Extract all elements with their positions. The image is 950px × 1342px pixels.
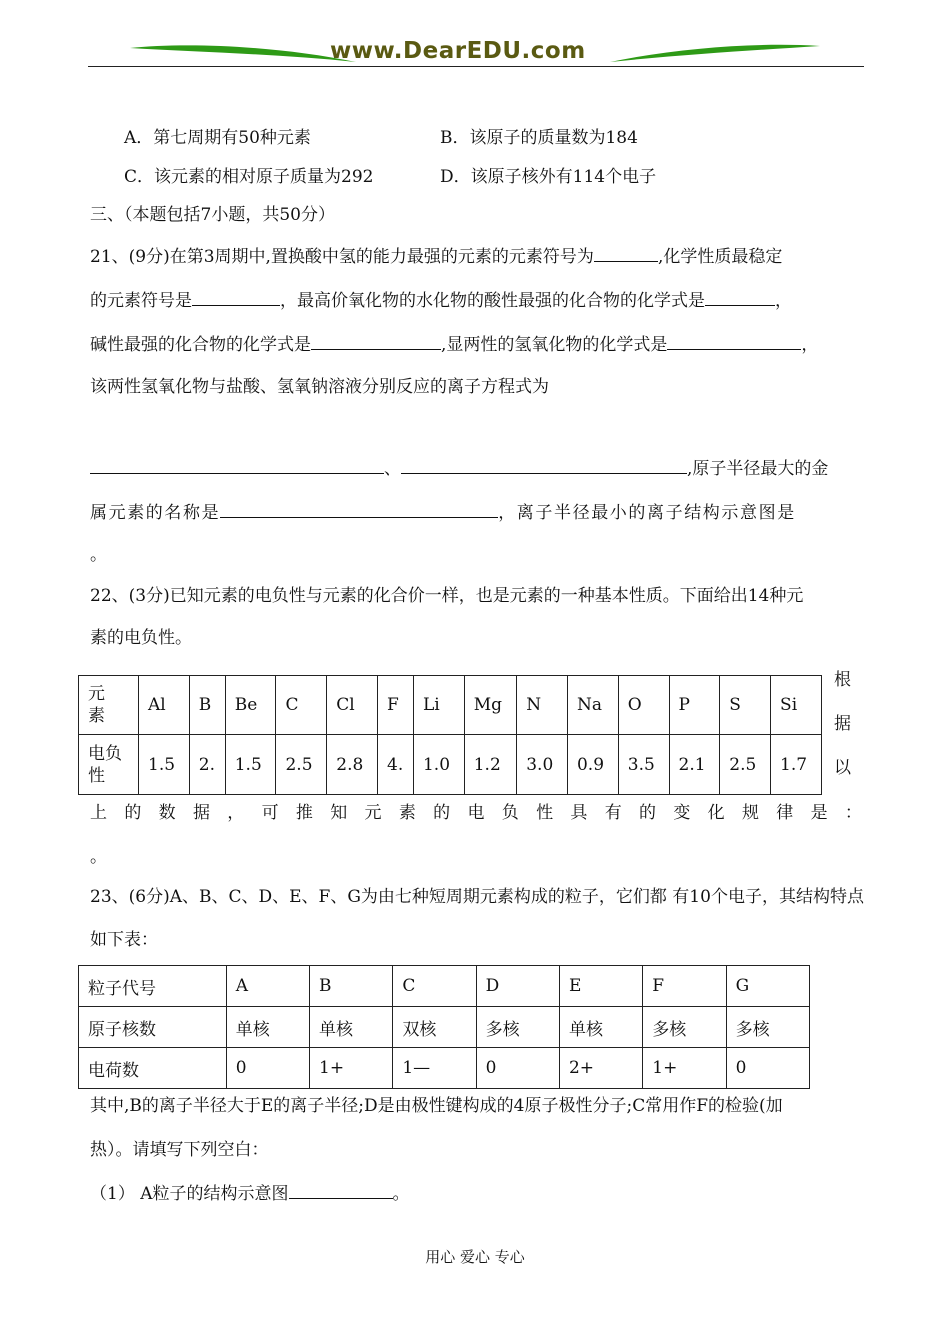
- answer-blank[interactable]: [220, 499, 498, 518]
- q21-text: ，: [801, 335, 819, 355]
- q21-text: 的元素符号是: [90, 291, 192, 311]
- q23-sub-1: [90, 1180, 410, 1206]
- electronegativity-cell: 3.0: [517, 735, 568, 795]
- electronegativity-cell: 1.5: [225, 735, 276, 795]
- q21-text: ,原子半径最大的金: [687, 459, 829, 479]
- element-cell: N: [517, 676, 568, 735]
- q21-text: ，最高价氧化物的水化物的酸性最强的化合物的化学式是: [280, 291, 705, 311]
- spaced-char: 有: [604, 803, 622, 823]
- element-cell: Be: [225, 676, 276, 735]
- electronegativity-cell: 2.: [189, 735, 225, 795]
- spaced-char: 律: [776, 803, 794, 823]
- element-cell: C: [276, 676, 327, 735]
- electronegativity-cell: 2.5: [720, 735, 771, 795]
- q21-line-6: [90, 499, 796, 525]
- q23-text: 。: [392, 1184, 410, 1204]
- element-cell: F: [378, 676, 414, 735]
- spaced-char: 的: [433, 803, 451, 823]
- electronegativity-cell: 4.: [378, 735, 414, 795]
- answer-blank[interactable]: [192, 287, 280, 306]
- answer-blank[interactable]: [667, 331, 801, 350]
- element-row: [79, 676, 822, 735]
- element-cell: B: [189, 676, 225, 735]
- answer-blank[interactable]: [311, 331, 441, 350]
- spaced-char: 规: [741, 803, 759, 823]
- spaced-char: 可: [261, 803, 279, 823]
- q21-line-4: 该两性氢氧化物与盐酸、氢氧钠溶液分别反应的离子方程式为: [90, 377, 549, 397]
- answer-blank[interactable]: [705, 287, 775, 306]
- q22-line-2: 素的电负性。: [90, 628, 192, 648]
- element-cell: O: [618, 676, 669, 735]
- q22-after-line: [90, 801, 862, 825]
- charge-row: [79, 1048, 810, 1089]
- spaced-char: 数: [158, 803, 176, 823]
- q21-text: ，: [775, 291, 792, 311]
- row-label: 元 素: [79, 676, 139, 735]
- particle-cell: 多核: [476, 1007, 559, 1048]
- option-c: C．该元素的相对原子质量为292: [124, 167, 374, 187]
- side-char: 根: [834, 670, 851, 690]
- q21-text: ,显两性的氢氧化物的化学式是: [441, 335, 668, 355]
- section-heading: 三、（本题包括7小题，共50分）: [90, 205, 335, 225]
- spaced-char: 变: [673, 803, 691, 823]
- spaced-char: 推: [295, 803, 313, 823]
- particle-cell: D: [476, 966, 559, 1007]
- electronegativity-cell: 3.5: [618, 735, 669, 795]
- swoosh-left-icon: [128, 40, 358, 66]
- site-logo-text: www.DearEDU.com: [330, 38, 586, 64]
- row-label: 电负 性: [79, 735, 139, 795]
- row-label: 粒子代号: [79, 966, 227, 1007]
- particle-cell: F: [643, 966, 726, 1007]
- q21-line-5: [90, 455, 828, 481]
- spaced-char: 知: [330, 803, 348, 823]
- spaced-char: 性: [536, 803, 554, 823]
- element-cell: Na: [567, 676, 618, 735]
- answer-blank[interactable]: [90, 455, 384, 474]
- answer-blank[interactable]: [401, 455, 687, 474]
- element-cell: Cl: [327, 676, 378, 735]
- electronegativity-cell: 1.2: [464, 735, 516, 795]
- option-b: B．该原子的质量数为184: [440, 128, 638, 148]
- electronegativity-table: [78, 675, 822, 795]
- row-label: 原子核数: [79, 1007, 227, 1048]
- q22-after-end: 。: [90, 847, 107, 867]
- particle-cell: 0: [726, 1048, 809, 1089]
- particle-cell: 2+: [559, 1048, 642, 1089]
- header-rule: [88, 66, 864, 67]
- spaced-char: 具: [570, 803, 588, 823]
- particle-cell: C: [393, 966, 476, 1007]
- spaced-char: 化: [707, 803, 725, 823]
- spaced-char: 据: [192, 803, 210, 823]
- electronegativity-cell: 2.1: [669, 735, 720, 795]
- electronegativity-cell: 0.9: [567, 735, 618, 795]
- element-cell: Li: [413, 676, 464, 735]
- particle-cell: A: [226, 966, 309, 1007]
- answer-blank[interactable]: [594, 243, 658, 262]
- q21-text: 属元素的名称是: [90, 503, 221, 523]
- q23-line-2: 如下表：: [90, 930, 158, 950]
- q21-line-7: 。: [90, 545, 107, 565]
- particle-cell: 单核: [310, 1007, 393, 1048]
- option-d: D．该原子核外有114个电子: [440, 167, 657, 187]
- q23-text: （1） A粒子的结构示意图: [90, 1184, 289, 1204]
- particle-cell: G: [726, 966, 809, 1007]
- q22-line-1: 22、(3分)已知元素的电负性与元素的化合价一样，也是元素的一种基本性质。下面给出14种元: [90, 586, 804, 606]
- row-label: 电荷数: [79, 1048, 227, 1089]
- nuclei-row: [79, 1007, 810, 1048]
- spaced-char: ，: [227, 803, 245, 823]
- q21-text: ,化学性质最稳定: [657, 247, 783, 267]
- q23-line-4: 热）。请填写下列空白：: [90, 1140, 269, 1160]
- particle-cell: B: [310, 966, 393, 1007]
- particle-cell: 单核: [226, 1007, 309, 1048]
- spaced-char: 元: [364, 803, 382, 823]
- element-cell: S: [720, 676, 771, 735]
- electronegativity-cell: 1.5: [139, 735, 190, 795]
- particle-cell: 1+: [310, 1048, 393, 1089]
- side-char: 据: [834, 714, 851, 734]
- electronegativity-cell: 1.7: [771, 735, 822, 795]
- spaced-char: 负: [501, 803, 519, 823]
- spaced-char: 的: [124, 803, 142, 823]
- particle-cell: 双核: [393, 1007, 476, 1048]
- swoosh-right-icon: [608, 40, 822, 66]
- page-footer: 用心 爱心 专心: [425, 1248, 525, 1266]
- particle-cell: 多核: [726, 1007, 809, 1048]
- particle-cell: 0: [476, 1048, 559, 1089]
- q21-line-2: [90, 287, 792, 313]
- element-cell: Al: [139, 676, 190, 735]
- electronegativity-cell: 1.0: [413, 735, 464, 795]
- q21-text: 、: [384, 459, 401, 479]
- particle-header-row: [79, 966, 810, 1007]
- q23-line-3: 其中,B的离子半径大于E的离子半径;D是由极性键构成的4原子极性分子;C常用作F的检验(加: [90, 1096, 783, 1116]
- electronegativity-cell: 2.8: [327, 735, 378, 795]
- q21-line-3: [90, 331, 818, 357]
- particle-cell: 1—: [393, 1048, 476, 1089]
- element-cell: Mg: [464, 676, 516, 735]
- element-cell: P: [669, 676, 720, 735]
- side-char: 以: [834, 758, 851, 778]
- option-a: A．第七周期有50种元素: [124, 128, 311, 148]
- electronegativity-row: [79, 735, 822, 795]
- element-cell: Si: [771, 676, 822, 735]
- particle-cell: 0: [226, 1048, 309, 1089]
- particle-cell: E: [559, 966, 642, 1007]
- answer-blank[interactable]: [289, 1180, 393, 1199]
- spaced-char: 电: [467, 803, 485, 823]
- particle-cell: 多核: [643, 1007, 726, 1048]
- particle-cell: 1+: [643, 1048, 726, 1089]
- q21-text: ，离子半径最小的离子结构示意图是: [498, 503, 796, 523]
- spaced-char: 素: [398, 803, 416, 823]
- spaced-char: 的: [639, 803, 656, 823]
- spaced-char: ：: [844, 803, 862, 823]
- particle-table: [78, 965, 810, 1089]
- q21-text: 碱性最强的化合物的化学式是: [90, 335, 311, 355]
- spaced-char: 上: [90, 803, 107, 823]
- spaced-char: 是: [810, 803, 828, 823]
- q23-line-1: 23、(6分)A、B、C、D、E、F、G为由七种短周期元素构成的粒子，它们都 有10个电子，其结构特点: [90, 887, 864, 907]
- particle-cell: 单核: [559, 1007, 642, 1048]
- q21-text: 21、(9分)在第3周期中,置换酸中氢的能力最强的元素的元素符号为: [90, 247, 594, 267]
- q21-line-1: [90, 243, 782, 269]
- electronegativity-cell: 2.5: [276, 735, 327, 795]
